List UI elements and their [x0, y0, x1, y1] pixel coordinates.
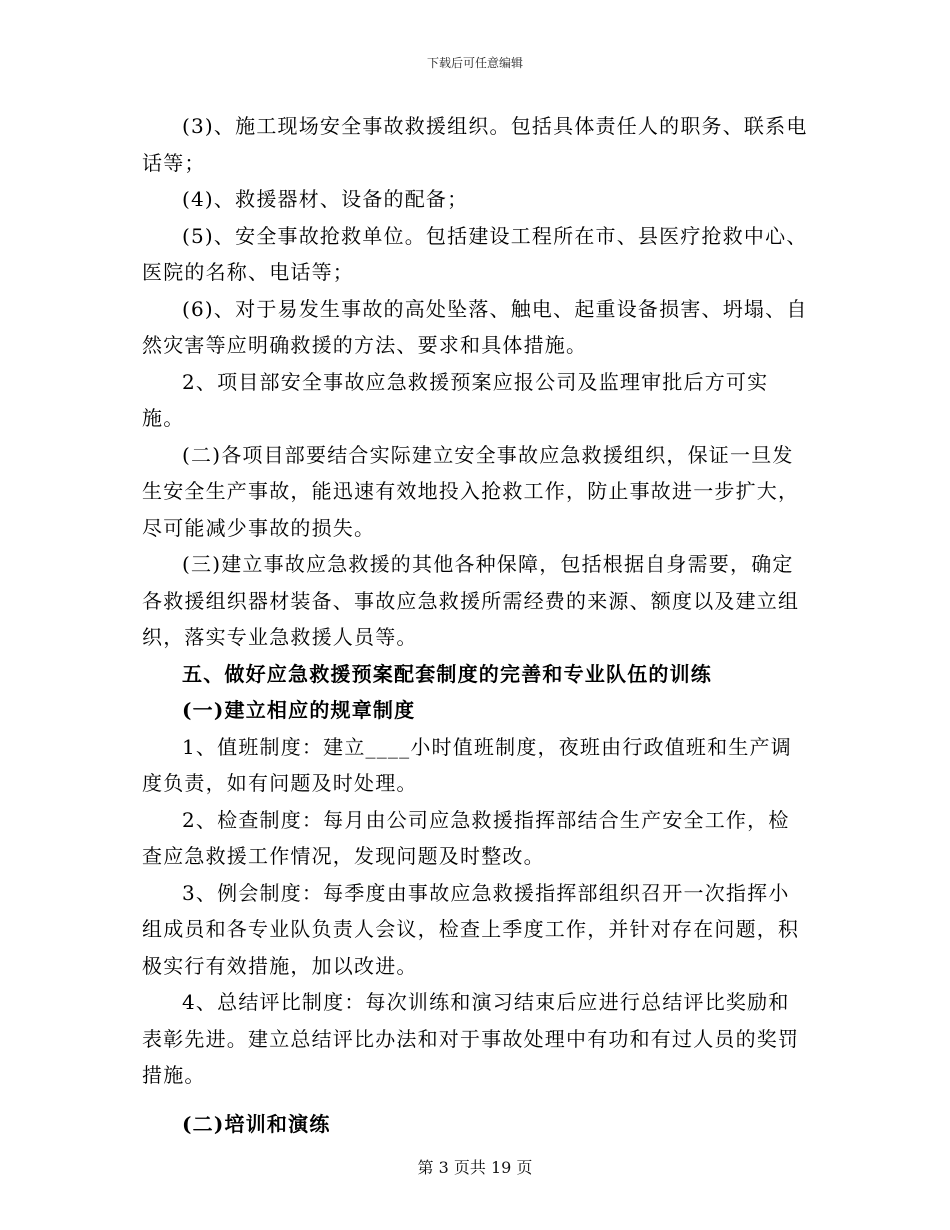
paragraph-item-3: (3)、施工现场安全事故救援组织。包括具体责任人的职务、联系电话等；: [142, 114, 808, 175]
page-footer: 第 3 页共 19 页: [417, 1158, 533, 1177]
section-heading-5: 五、做好应急救援预案配套制度的完善和专业队伍的训练: [182, 661, 712, 686]
subsection-heading-2: (二)培训和演练: [182, 1111, 331, 1136]
paragraph-item-6: (6)、对于易发生事故的高处坠落、触电、起重设备损害、坍塌、自然灾害等应明确救援的方法、要求和具体措施。: [142, 296, 808, 357]
paragraph-section-2: (二)各项目部要结合实际建立安全事故应急救援组织，保证一旦发生安全生产事故，能迅速有效地投入抢救工作，防止事故进一步扩大，尽可能减少事故的损失。: [142, 442, 800, 540]
document-body: [142, 108, 808, 1142]
paragraph-duty-system: 1、值班制度：建立____小时值班制度，夜班由行政值班和生产调度负责，如有问题及时处理。: [142, 734, 792, 795]
paragraph-approval: 2、项目部安全事故应急救援预案应报公司及监理审批后方可实施。: [142, 369, 769, 430]
paragraph-inspection-system: 2、检查制度：每月由公司应急救援指挥部结合生产安全工作，检查应急救援工作情况，发现问题及时整改。: [142, 807, 790, 868]
subsection-heading-1: (一)建立相应的规章制度: [182, 698, 416, 722]
page-header: 下载后可任意编辑: [426, 56, 523, 70]
paragraph-item-4: (4)、救援器材、设备的配备；: [182, 187, 469, 211]
paragraph-meeting-system: 3、例会制度：每季度由事故应急救援指挥部组织召开一次指挥小组成员和各专业队负责人会议，检查上季度工作，并针对存在问题，积极实行有效措施，加以改进。: [142, 880, 800, 978]
paragraph-item-5: (5)、安全事故抢救单位。包括建设工程所在市、县医疗抢救中心、医院的名称、电话等；: [142, 223, 808, 284]
paragraph-section-3: (三)建立事故应急救援的其他各种保障，包括根据自身需要，确定各救援组织器材装备、事故应急救援所需经费的来源、额度以及建立组织，落实专业急救援人员等。: [142, 552, 800, 649]
paragraph-evaluation-system: 4、总结评比制度：每次训练和演习结束后应进行总结评比奖励和表彰先进。建立总结评比办法和对于事故处理中有功和有过人员的奖罚措施。: [142, 990, 800, 1087]
